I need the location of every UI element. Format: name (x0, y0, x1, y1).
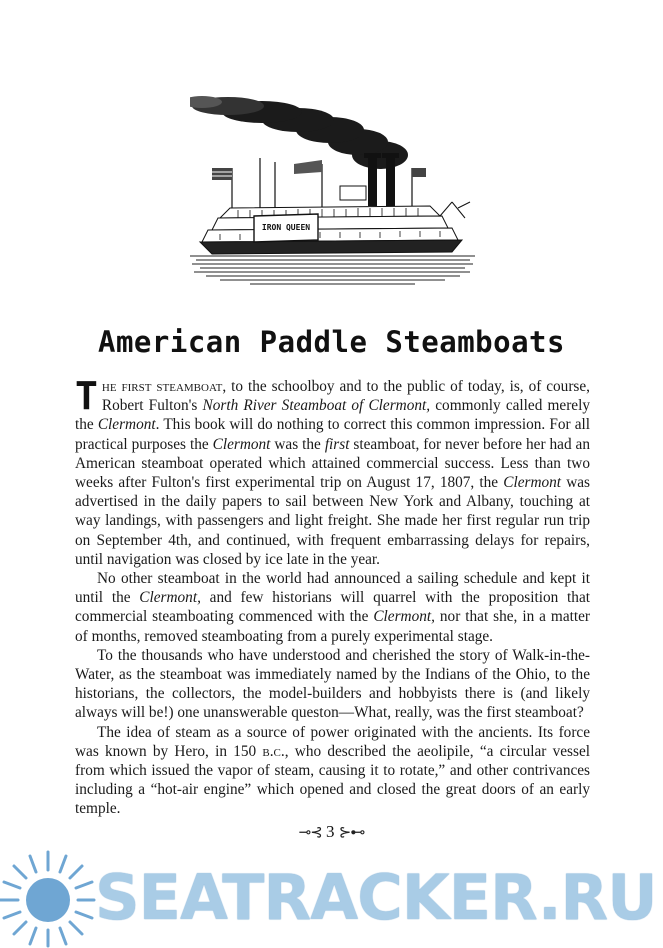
page-number (0, 822, 663, 842)
folio-number: 3 (326, 822, 335, 841)
paragraph-4: The idea of steam as a source of power originated with the ancients. Its force was known by Hero, in 150 b.c., who described the aeolipile, “a circular vessel from which issued the vapor of steam, causing it to rotate,” and other contrivances including a “hot-air engine” which opened and closed the great doors of an early temple. (75, 723, 590, 818)
water (190, 256, 475, 284)
paragraph-3: To the thousands who have understood and cherished the story of Walk-in-the-Water, as the steamboat was immediately named by the Indians of the Ohio, to the historians, the collectors, the model-builders and hobbyists there is (and likely always will be!) one unanswerable queston—What, really, was the first steamboat? (75, 646, 590, 722)
folio-ornament-left: ⊸⊰ (298, 825, 322, 841)
body-text (75, 374, 591, 819)
hull-and-decks (200, 186, 462, 254)
drop-cap: T (75, 374, 98, 418)
folio-ornament-right: ⊱⊷ (338, 825, 365, 841)
paragraph-2: No other steamboat in the world had announced a sailing schedule and kept it until the Clermont, and few historians will quarrel with the proposition that commercial steamboating commenced with the Clermont, nor that she, in a matter of months, removed steamboating from a purely experimental stage. (75, 570, 590, 645)
paragraph-1: The first steamboat, to the schoolboy and to the public of today, is, of course, Robert Fulton's North River Steamboat of Clermont, commonly called merely the Clermont. This book will do nothing to correct this common impression. For all practical purposes the Clermont was the first steamboat, for never before her had an American steamboat operated which attained commercial success. Less than two weeks after Fulton's first experimental trip on August 17, 1807, the Clermont was advertised in the daily papers to sail between New York and Albany, touching at way landings, with passengers and light freight. She made her first regular run trip on September 4th, and continued, with frequent embarrassing delays for repairs, until navigation was closed by ice late in the year. (75, 374, 591, 568)
steamboat-illustration (190, 90, 475, 290)
bow-derrick (440, 202, 470, 218)
page-title: American Paddle Steamboats (98, 325, 565, 359)
paddlebox-label: IRON QUEEN (261, 223, 311, 232)
watermark-text: SEATRACKER.RU (95, 861, 657, 934)
